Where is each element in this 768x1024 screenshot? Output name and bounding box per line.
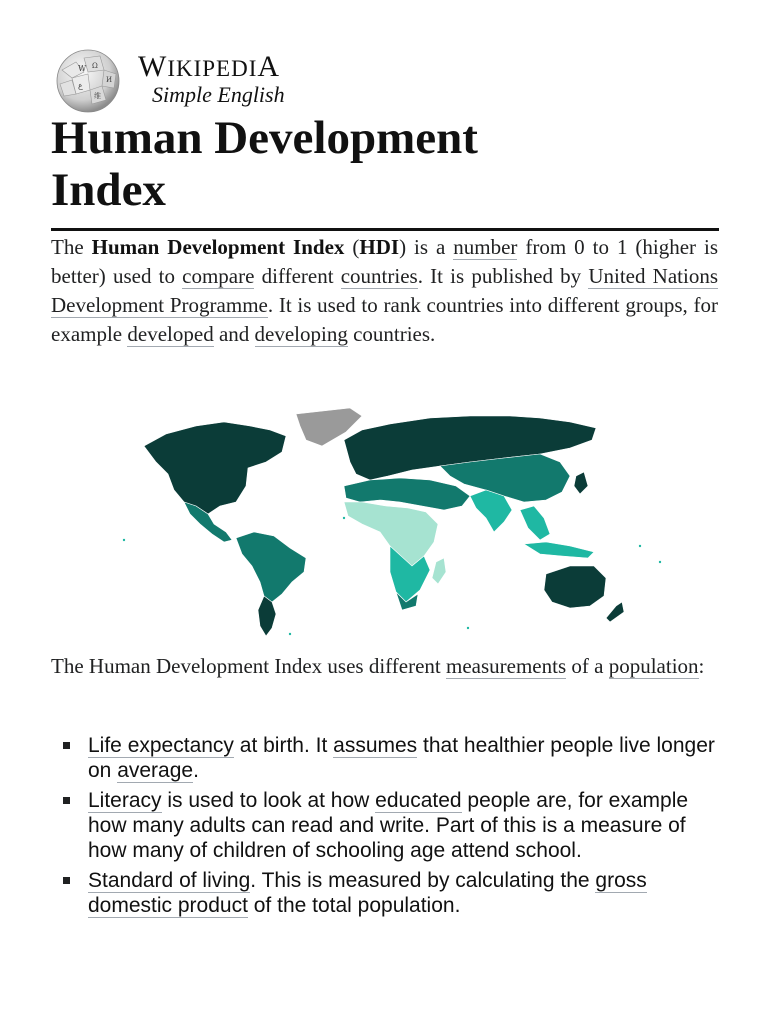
intro-text: The [51,235,92,259]
link-undp[interactable]: United Nations Development Programme [51,264,719,317]
title-line-2: Index [51,164,166,216]
intro-text: ) is a [399,235,454,259]
wikipedia-wordmark[interactable] [138,52,280,84]
svg-text:ع: ع [78,81,83,90]
map-region-indonesia [524,542,594,558]
intro-bold-term: Human Development Index [91,235,345,259]
list-item [60,868,720,918]
link-compare[interactable]: compare [182,264,255,288]
map-island [639,545,642,548]
link-developing[interactable]: developing [254,322,348,346]
title-line-1: Human Development [51,112,478,164]
intro-text: and [213,322,255,346]
list-text: . [193,759,199,782]
page-title [51,112,719,231]
list-text: at birth. It [233,734,334,757]
list-text: that healthier people live longer on [88,734,715,782]
wordmark-first: W [138,50,168,83]
svg-text:И: И [106,76,113,84]
wordmark-middle: IKIPEDI [167,56,258,81]
link-average[interactable]: average [117,759,194,782]
svg-text:Ω: Ω [92,62,98,70]
para2-text: The Human Development Index uses different [51,654,446,678]
bullet-marker [63,797,70,804]
list-text: people are, for example how many adults can read and write. Part of this is a measure of how many of children of schooling age attend school. [88,789,689,862]
link-developed[interactable]: developed [127,322,214,346]
list-item [60,733,720,783]
map-region-new-zealand [606,602,624,622]
list-text: . This is measured by calculating the [250,869,596,892]
map-island [289,633,292,636]
link-life-expectancy[interactable]: Life expectancy [88,734,234,757]
hdi-world-map[interactable] [100,406,670,642]
link-assumes[interactable]: assumes [333,734,418,757]
link-educated[interactable]: educated [375,789,462,812]
map-island [123,539,126,542]
map-island [659,561,662,564]
intro-text: ( [344,235,360,259]
svg-text:维: 维 [94,92,101,100]
link-gdp[interactable]: gross domestic product [88,869,647,917]
intro-bold-abbr: HDI [359,235,400,259]
intro-text: . It is published by [417,264,589,288]
intro-text: different [254,264,341,288]
link-standard-of-living[interactable]: Standard of living [88,869,251,892]
map-region-southern-cone [258,596,276,636]
intro-text: . It is used to rank countries into different groups, for example [51,293,719,346]
intro-paragraph [51,233,718,349]
map-island [343,517,346,520]
map-region-madagascar [432,558,446,584]
link-measurements[interactable]: measurements [446,654,567,678]
map-island [467,627,470,630]
map-region-southeast-asia [520,506,550,540]
site-header [50,48,350,114]
wikipedia-globe-logo[interactable] [50,48,126,114]
intro-text: from 0 to 1 (higher is better) used to [51,235,719,288]
bullet-marker [63,877,70,884]
map-region-japan [574,472,588,494]
link-population[interactable]: population [608,654,699,678]
link-literacy[interactable]: Literacy [88,789,162,812]
map-region-south-america [236,532,306,602]
map-region-australia [544,566,606,608]
list-item [60,788,720,863]
wordmark-last: A [257,50,281,83]
link-number[interactable]: number [453,235,518,259]
map-region-north-america [144,422,286,514]
bullet-marker [63,742,70,749]
svg-text:W: W [78,64,87,73]
link-countries[interactable]: countries [340,264,418,288]
para2-text: : [698,654,705,678]
measurements-paragraph [51,652,718,681]
para2-text: of a [566,654,609,678]
measurements-list [60,733,720,923]
list-text: of the total population. [247,894,461,917]
site-tagline: Simple English [152,82,285,107]
list-text: is used to look at how [161,789,376,812]
intro-text: countries. [347,322,436,346]
